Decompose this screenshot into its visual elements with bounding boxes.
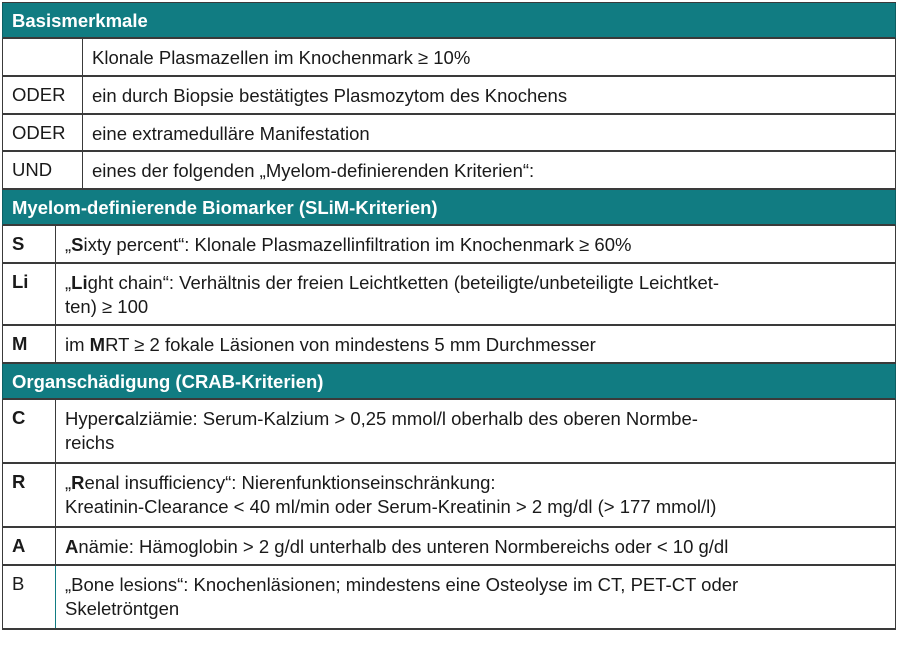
table-row [2, 566, 896, 630]
row-text: „Bone lesions“: Knochenläsionen; mindestens eine Osteolyse im CT, PET-CT oder Skeletröntgen [65, 574, 739, 619]
row-key: B [3, 566, 56, 628]
table-row [2, 528, 896, 566]
row-key: R [3, 464, 56, 526]
row-key: Li [3, 264, 56, 324]
row-key: S [3, 226, 56, 262]
table-row [2, 264, 896, 326]
row-key [3, 39, 83, 75]
row-text: Klonale Plasmazellen im Knochenmark ≥ 10% [92, 47, 471, 68]
row-key: C [3, 400, 56, 462]
table-row [2, 77, 896, 115]
section-header-crab: Organschädigung (CRAB-Kriterien) [2, 364, 896, 400]
row-text: Anämie: Hämoglobin > 2 g/dl unterhalb des unteren Normbereichs oder < 10 g/dl [65, 536, 729, 557]
table-row [2, 400, 896, 464]
row-text: Hypercalziämie: Serum-Kalzium > 0,25 mmol/l oberhalb des oberen Normbe- reichs [65, 408, 698, 453]
row-text: „Renal insufficiency“: Nierenfunktionseinschränkung: Kreatinin-Clearance < 40 ml/min oder Serum-Kreatinin > 2 mg/dl (> 177 mmol/l) [65, 472, 717, 517]
table-row [2, 326, 896, 364]
row-text: ein durch Biopsie bestätigtes Plasmozytom des Knochens [92, 85, 568, 106]
row-text: „Sixty percent“: Klonale Plasmazellinfiltration im Knochenmark ≥ 60% [65, 234, 632, 255]
table-row [2, 115, 896, 152]
row-key: M [3, 326, 56, 362]
row-key: A [3, 528, 56, 564]
row-key: UND [3, 152, 83, 188]
table-row [2, 39, 896, 77]
row-key: ODER [3, 115, 83, 150]
row-text: eine extramedulläre Manifestation [92, 123, 370, 144]
table-row [2, 226, 896, 264]
table-row [2, 152, 896, 190]
section-header-slim: Myelom-definierende Biomarker (SLiM-Kriterien) [2, 190, 896, 226]
section-header-basismerkmale: Basismerkmale [2, 3, 896, 39]
row-text: eines der folgenden „Myelom-definierenden Kriterien“: [92, 160, 535, 181]
table-row [2, 464, 896, 528]
row-key: ODER [3, 77, 83, 113]
criteria-table [2, 2, 896, 630]
row-text: „Light chain“: Verhältnis der freien Leichtketten (beteiligte/unbeteiligte Leichtket- ten) ≥ 100 [65, 272, 720, 317]
row-text: im MRT ≥ 2 fokale Läsionen von mindestens 5 mm Durchmesser [65, 334, 596, 355]
